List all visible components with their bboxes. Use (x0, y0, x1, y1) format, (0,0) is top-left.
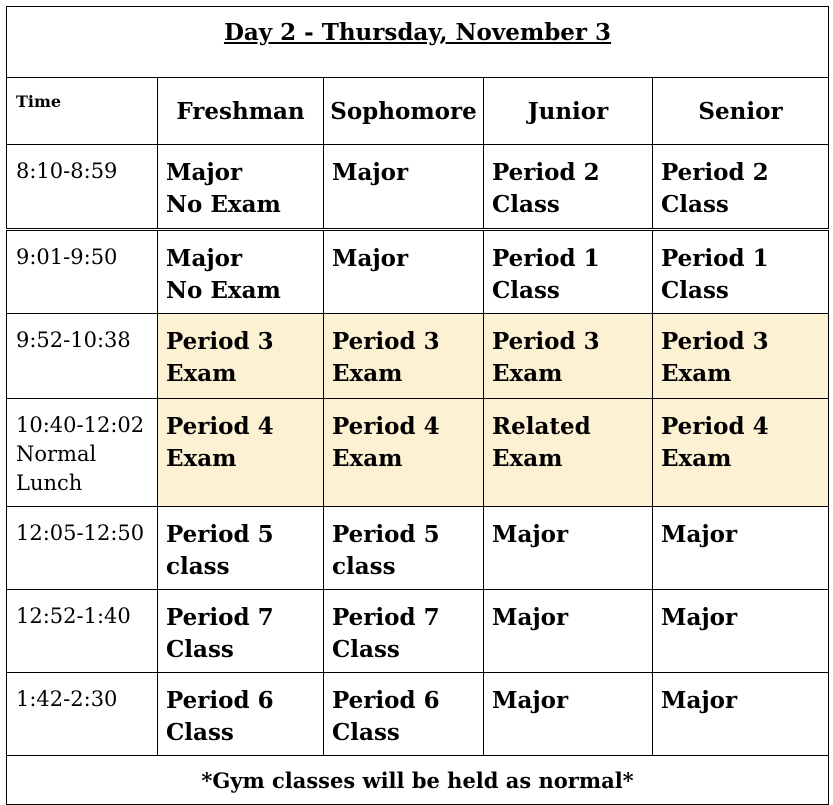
senior-cell: Period 3 Exam (653, 314, 829, 399)
freshman-cell: Major No Exam (158, 145, 324, 230)
time-cell: 8:10-8:59 (7, 145, 158, 230)
freshman-cell: Period 4 Exam (158, 399, 324, 507)
table-row (7, 590, 829, 673)
header-junior: Junior (484, 78, 653, 145)
sophomore-cell: Major (324, 145, 484, 230)
junior-cell: Period 3 Exam (484, 314, 653, 399)
header-row (7, 78, 829, 145)
time-cell: 1:42-2:30 (7, 673, 158, 756)
senior-cell: Major (653, 673, 829, 756)
sophomore-cell: Period 7 Class (324, 590, 484, 673)
sophomore-cell: Period 6 Class (324, 673, 484, 756)
header-freshman: Freshman (158, 78, 324, 145)
footer-note: *Gym classes will be held as normal* (7, 756, 829, 805)
junior-cell: Major (484, 590, 653, 673)
table-row (7, 314, 829, 399)
exam-schedule-table (6, 6, 829, 805)
time-cell: 9:52-10:38 (7, 314, 158, 399)
sophomore-cell: Period 4 Exam (324, 399, 484, 507)
freshman-cell: Period 7 Class (158, 590, 324, 673)
senior-cell: Major (653, 590, 829, 673)
freshman-cell: Period 6 Class (158, 673, 324, 756)
sophomore-cell: Major (324, 230, 484, 314)
freshman-cell: Period 3 Exam (158, 314, 324, 399)
freshman-cell: Major No Exam (158, 230, 324, 314)
junior-cell: Related Exam (484, 399, 653, 507)
table-row (7, 145, 829, 230)
time-cell: 12:52-1:40 (7, 590, 158, 673)
senior-cell: Period 4 Exam (653, 399, 829, 507)
senior-cell: Period 2 Class (653, 145, 829, 230)
time-cell: 9:01-9:50 (7, 230, 158, 314)
table-row (7, 673, 829, 756)
time-cell: 10:40-12:02 Normal Lunch (7, 399, 158, 507)
senior-cell: Major (653, 507, 829, 590)
freshman-cell: Period 5 class (158, 507, 324, 590)
table-row (7, 399, 829, 507)
sophomore-cell: Period 3 Exam (324, 314, 484, 399)
junior-cell: Period 1 Class (484, 230, 653, 314)
time-cell: 12:05-12:50 (7, 507, 158, 590)
junior-cell: Major (484, 507, 653, 590)
title-cell (7, 7, 829, 78)
header-sophomore: Sophomore (324, 78, 484, 145)
sophomore-cell: Period 5 class (324, 507, 484, 590)
table-row (7, 507, 829, 590)
junior-cell: Period 2 Class (484, 145, 653, 230)
header-time: Time (7, 78, 158, 145)
senior-cell: Period 1 Class (653, 230, 829, 314)
schedule-title: Day 2 - Thursday, November 3 (223, 19, 612, 46)
header-senior: Senior (653, 78, 829, 145)
table-row (7, 230, 829, 314)
junior-cell: Major (484, 673, 653, 756)
